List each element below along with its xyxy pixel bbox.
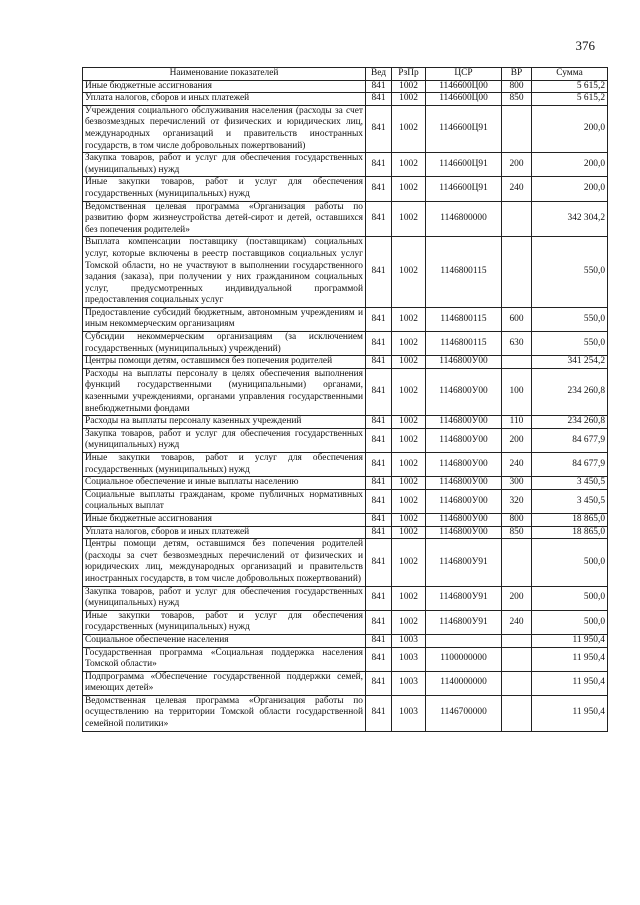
cell-name: Субсидии некоммерческим организациям (за исключением государственных (муниципальных) учреждений) [83, 332, 366, 356]
cell-rzpr: 1002 [392, 428, 426, 452]
table-row [83, 368, 608, 415]
cell-rzpr: 1002 [392, 332, 426, 356]
cell-rzpr: 1002 [392, 539, 426, 586]
cell-ved: 841 [366, 201, 392, 237]
cell-name: Центры помощи детям, оставшимся без попечения родителей (расходы за счет безвозмездных перечислений от физических и юридических лиц, международных организаций и правительств иностранных государств, в том числе добровольных пожертвований) [83, 539, 366, 586]
cell-vr: 110 [502, 416, 532, 429]
cell-name: Социальное обеспечение населения [83, 634, 366, 647]
cell-vr: 850 [502, 526, 532, 539]
cell-rzpr: 1002 [392, 177, 426, 201]
cell-ved: 841 [366, 513, 392, 526]
cell-sum: 200,0 [532, 153, 608, 177]
cell-csr: 1146800У91 [426, 586, 502, 610]
cell-rzpr: 1002 [392, 526, 426, 539]
table-row [83, 428, 608, 452]
cell-csr: 1146600Ц00 [426, 93, 502, 106]
cell-ved: 841 [366, 153, 392, 177]
cell-csr: 1146800000 [426, 201, 502, 237]
cell-csr: 1146800У00 [426, 368, 502, 415]
table-row [83, 307, 608, 331]
cell-csr: 1146800У00 [426, 453, 502, 477]
cell-vr: 850 [502, 93, 532, 106]
cell-sum: 234 260,8 [532, 368, 608, 415]
cell-csr: 1146800115 [426, 332, 502, 356]
cell-vr: 600 [502, 307, 532, 331]
cell-rzpr: 1002 [392, 105, 426, 152]
table-row [83, 634, 608, 647]
cell-rzpr: 1002 [392, 80, 426, 93]
cell-name: Учреждения социального обслуживания населения (расходы за счет безвозмездных перечислений от физических и юридических лиц, международных организаций и правительств иностранных государств, в том числе добровольных пожертвований) [83, 105, 366, 152]
cell-csr: 1146600Ц91 [426, 177, 502, 201]
cell-ved: 841 [366, 93, 392, 106]
table-row [83, 453, 608, 477]
cell-sum: 3 450,5 [532, 489, 608, 513]
cell-name: Иные закупки товаров, работ и услуг для обеспечения государственных (муниципальных) нужд [83, 453, 366, 477]
cell-csr [426, 634, 502, 647]
cell-rzpr: 1003 [392, 671, 426, 695]
cell-sum: 18 865,0 [532, 526, 608, 539]
cell-vr [502, 201, 532, 237]
cell-rzpr: 1002 [392, 368, 426, 415]
cell-csr: 1146800У00 [426, 526, 502, 539]
page-number: 376 [575, 38, 595, 53]
cell-csr: 1146800У00 [426, 477, 502, 490]
cell-rzpr: 1002 [392, 356, 426, 369]
cell-csr: 1146600Ц91 [426, 153, 502, 177]
cell-name: Закупка товаров, работ и услуг для обеспечения государственных (муниципальных) нужд [83, 153, 366, 177]
cell-name: Уплата налогов, сборов и иных платежей [83, 526, 366, 539]
cell-csr: 1100000000 [426, 647, 502, 671]
cell-sum: 11 950,4 [532, 671, 608, 695]
cell-ved: 841 [366, 539, 392, 586]
cell-vr: 240 [502, 610, 532, 634]
table-row [83, 489, 608, 513]
cell-vr: 200 [502, 428, 532, 452]
cell-vr [502, 695, 532, 731]
cell-sum: 84 677,9 [532, 453, 608, 477]
cell-csr: 1146800У00 [426, 513, 502, 526]
cell-rzpr: 1003 [392, 634, 426, 647]
cell-vr: 240 [502, 177, 532, 201]
table-row [83, 201, 608, 237]
cell-vr [502, 647, 532, 671]
cell-ved: 841 [366, 416, 392, 429]
cell-ved: 841 [366, 356, 392, 369]
table-row [83, 237, 608, 308]
cell-vr: 800 [502, 513, 532, 526]
cell-sum: 500,0 [532, 610, 608, 634]
cell-sum: 84 677,9 [532, 428, 608, 452]
cell-csr: 1146800У91 [426, 539, 502, 586]
cell-ved: 841 [366, 586, 392, 610]
table-row [83, 647, 608, 671]
cell-ved: 841 [366, 647, 392, 671]
cell-rzpr: 1003 [392, 647, 426, 671]
cell-sum: 550,0 [532, 332, 608, 356]
table-row [83, 671, 608, 695]
cell-ved: 841 [366, 610, 392, 634]
cell-sum: 200,0 [532, 105, 608, 152]
cell-name: Ведомственная целевая программа «Организация работы по осуществлению на территории Томской области государственной семейной политики» [83, 695, 366, 731]
header-rzpr: РзПр [392, 68, 426, 81]
table-row [83, 586, 608, 610]
header-csr: ЦСР [426, 68, 502, 81]
cell-vr: 200 [502, 586, 532, 610]
cell-vr: 630 [502, 332, 532, 356]
cell-vr [502, 105, 532, 152]
cell-name: Расходы на выплаты персоналу в целях обеспечения выполнения функций государственными (муниципальными) органами, казенными учреждениями, органами управления государственными внебюджетными фондами [83, 368, 366, 415]
cell-name: Центры помощи детям, оставшимся без попечения родителей [83, 356, 366, 369]
table-row [83, 93, 608, 106]
cell-csr: 1146800У91 [426, 610, 502, 634]
table-row [83, 526, 608, 539]
cell-sum: 11 950,4 [532, 634, 608, 647]
cell-ved: 841 [366, 177, 392, 201]
cell-csr: 1146800115 [426, 237, 502, 308]
cell-csr: 1146800У00 [426, 356, 502, 369]
cell-sum: 200,0 [532, 177, 608, 201]
cell-rzpr: 1002 [392, 586, 426, 610]
cell-name: Выплата компенсации поставщику (поставщикам) социальных услуг, которые включены в реестр поставщиков социальных услуг Томской области, но не участвуют в выполнении государственного задания (заказа), при получении у них гражданином социальных услуг, предусмотренных индивидуальной программой предоставления социальных услуг [83, 237, 366, 308]
table-row [83, 513, 608, 526]
cell-ved: 841 [366, 671, 392, 695]
cell-sum: 11 950,4 [532, 647, 608, 671]
cell-rzpr: 1003 [392, 695, 426, 731]
cell-sum: 341 254,2 [532, 356, 608, 369]
cell-name: Иные закупки товаров, работ и услуг для обеспечения государственных (муниципальных) нужд [83, 610, 366, 634]
table-row [83, 105, 608, 152]
cell-vr [502, 356, 532, 369]
cell-vr [502, 671, 532, 695]
cell-name: Ведомственная целевая программа «Организация работы по развитию форм жизнеустройства детей-сирот и детей, оставшихся без попечения родителей» [83, 201, 366, 237]
cell-sum: 342 304,2 [532, 201, 608, 237]
cell-rzpr: 1002 [392, 610, 426, 634]
cell-name: Социальное обеспечение и иные выплаты населению [83, 477, 366, 490]
cell-name: Закупка товаров, работ и услуг для обеспечения государственных (муниципальных) нужд [83, 586, 366, 610]
header-name: Наименование показателей [83, 68, 366, 81]
header-ved: Вед [366, 68, 392, 81]
cell-name: Уплата налогов, сборов и иных платежей [83, 93, 366, 106]
cell-ved: 841 [366, 428, 392, 452]
header-vr: ВР [502, 68, 532, 81]
cell-csr: 1146800115 [426, 307, 502, 331]
cell-vr [502, 539, 532, 586]
cell-rzpr: 1002 [392, 453, 426, 477]
cell-ved: 841 [366, 105, 392, 152]
cell-ved: 841 [366, 307, 392, 331]
cell-ved: 841 [366, 634, 392, 647]
cell-ved: 841 [366, 477, 392, 490]
cell-rzpr: 1002 [392, 307, 426, 331]
cell-rzpr: 1002 [392, 513, 426, 526]
cell-ved: 841 [366, 237, 392, 308]
cell-sum: 550,0 [532, 307, 608, 331]
budget-table [82, 67, 608, 732]
table-row [83, 610, 608, 634]
cell-sum: 5 615,2 [532, 80, 608, 93]
cell-csr: 1146800У00 [426, 416, 502, 429]
cell-rzpr: 1002 [392, 153, 426, 177]
table-row [83, 695, 608, 731]
cell-name: Иные бюджетные ассигнования [83, 80, 366, 93]
table-header-row [83, 68, 608, 81]
cell-sum: 5 615,2 [532, 93, 608, 106]
cell-vr: 240 [502, 453, 532, 477]
cell-csr: 1146600Ц00 [426, 80, 502, 93]
header-sum: Сумма [532, 68, 608, 81]
cell-csr: 1146800У00 [426, 428, 502, 452]
table-row [83, 177, 608, 201]
table-row [83, 416, 608, 429]
cell-rzpr: 1002 [392, 201, 426, 237]
cell-sum: 234 260,8 [532, 416, 608, 429]
cell-csr: 1146800У00 [426, 489, 502, 513]
cell-sum: 3 450,5 [532, 477, 608, 490]
table-row [83, 477, 608, 490]
cell-csr: 1146600Ц91 [426, 105, 502, 152]
cell-ved: 841 [366, 368, 392, 415]
cell-rzpr: 1002 [392, 237, 426, 308]
cell-sum: 18 865,0 [532, 513, 608, 526]
cell-name: Иные бюджетные ассигнования [83, 513, 366, 526]
cell-sum: 500,0 [532, 586, 608, 610]
cell-sum: 550,0 [532, 237, 608, 308]
cell-sum: 11 950,4 [532, 695, 608, 731]
cell-rzpr: 1002 [392, 489, 426, 513]
table-body [83, 80, 608, 731]
cell-rzpr: 1002 [392, 93, 426, 106]
cell-vr: 300 [502, 477, 532, 490]
cell-ved: 841 [366, 695, 392, 731]
cell-vr [502, 634, 532, 647]
table-row [83, 332, 608, 356]
cell-name: Предоставление субсидий бюджетным, автономным учреждениям и иным некоммерческим организациям [83, 307, 366, 331]
cell-vr [502, 237, 532, 308]
table-row [83, 356, 608, 369]
cell-name: Подпрограмма «Обеспечение государственной поддержки семей, имеющих детей» [83, 671, 366, 695]
cell-ved: 841 [366, 332, 392, 356]
cell-name: Расходы на выплаты персоналу казенных учреждений [83, 416, 366, 429]
cell-rzpr: 1002 [392, 477, 426, 490]
cell-ved: 841 [366, 489, 392, 513]
cell-name: Социальные выплаты гражданам, кроме публичных нормативных социальных выплат [83, 489, 366, 513]
table-row [83, 80, 608, 93]
cell-vr: 100 [502, 368, 532, 415]
cell-name: Закупка товаров, работ и услуг для обеспечения государственных (муниципальных) нужд [83, 428, 366, 452]
cell-ved: 841 [366, 80, 392, 93]
cell-sum: 500,0 [532, 539, 608, 586]
cell-name: Государственная программа «Социальная поддержка населения Томской области» [83, 647, 366, 671]
cell-ved: 841 [366, 526, 392, 539]
cell-csr: 1146700000 [426, 695, 502, 731]
cell-vr: 800 [502, 80, 532, 93]
cell-name: Иные закупки товаров, работ и услуг для обеспечения государственных (муниципальных) нужд [83, 177, 366, 201]
cell-csr: 1140000000 [426, 671, 502, 695]
cell-ved: 841 [366, 453, 392, 477]
table-row [83, 539, 608, 586]
cell-vr: 320 [502, 489, 532, 513]
table-row [83, 153, 608, 177]
cell-vr: 200 [502, 153, 532, 177]
cell-rzpr: 1002 [392, 416, 426, 429]
